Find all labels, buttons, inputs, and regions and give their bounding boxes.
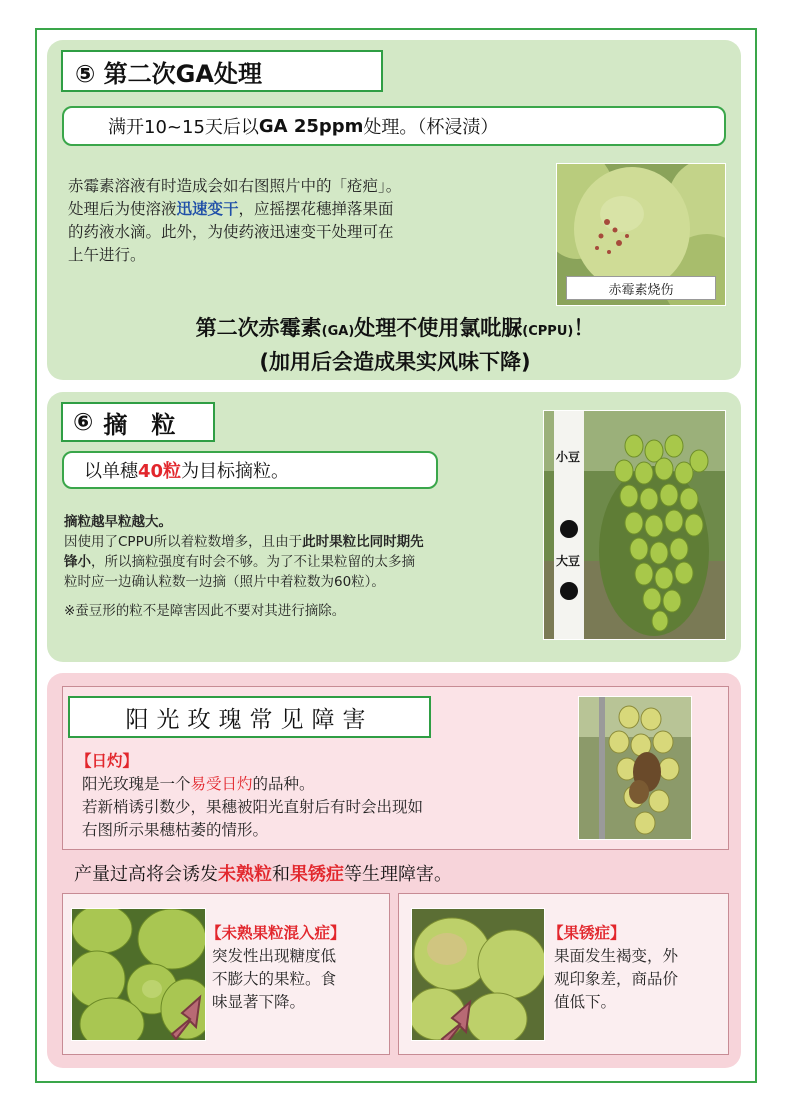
cppu-warning — [60, 313, 730, 377]
section-5-title — [61, 50, 383, 92]
section-6-instruction: 以单穗 40粒 为目标摘粒。 — [62, 451, 438, 489]
para-line-3: 的药液水滴。此外，为使药液迅速变干处理可在 — [68, 223, 394, 241]
section-6-body: 摘粒越早粒越大。 因使用了CPPU所以着粒数增多，且由于此时果粒比同时期先 锋小，所以摘粒强度有时会不够。为了不让果粒留的太多摘 粒时应一边确认粒数一边摘（照片中着粒数为60粒）。 ※蚕豆形的粒不是障害因此不要对其进行摘除。 — [64, 512, 534, 621]
para-line-2: 处理后为使溶液迅速变干，应摇摆花穗掸落果面 — [68, 200, 394, 218]
thinning-note: ※蚕豆形的粒不是障害因此不要对其进行摘除。 — [64, 603, 346, 619]
target-40-grains: 40粒 — [138, 461, 182, 482]
sunburn-heading: 【日灼】 — [76, 752, 139, 770]
instruction-pre: 满开10~15天后以 — [108, 117, 259, 138]
fruit-rust-text: 【果锈症】 果面发生褐变，外 观印象差，商品价 值低下。 — [554, 922, 726, 1014]
section-5-title-text: ⑤ 第二次GA处理 — [75, 59, 262, 88]
section-5-instruction — [62, 106, 726, 146]
cppu-warning-line-1: 第二次赤霉素(GA)处理不使用氯吡脲(CPPU)！ — [195, 316, 595, 340]
fruit-rust-heading: 【果锈症】 — [548, 924, 626, 942]
yield-warning: 产量过高将会诱发未熟粒和果锈症等生理障害。 — [74, 864, 452, 885]
small-bean-label: 小豆 — [555, 450, 580, 464]
section-6-title-text: 摘 粒 — [103, 410, 176, 439]
instruction-post: 处理。（杯浸渍） — [363, 117, 499, 138]
sunburn-photo — [578, 696, 692, 840]
immature-berry-photo — [71, 908, 206, 1041]
cppu-warning-line-2: (加用后会造成果实风味下降) — [259, 350, 531, 374]
big-bean-label: 大豆 — [555, 554, 580, 568]
photo-caption: 赤霉素烧伤 — [566, 276, 716, 300]
grape-cluster-photo — [543, 410, 726, 640]
section-5-paragraph — [68, 175, 548, 267]
immature-berry-text: 【未熟果粒混入症】 突发性出现糖度低 不膨大的果粒。食 味显著下降。 — [212, 922, 387, 1014]
disorders-title: 阳光玫瑰常见障害 — [68, 696, 431, 738]
immature-heading: 【未熟果粒混入症】 — [206, 924, 346, 942]
section-6-title — [61, 402, 215, 442]
sunburn-text: 【日灼】 阳光玫瑰是一个易受日灼的品种。 若新梢诱引数少，果穗被阳光直射后有时会出现如 右图所示果穗枯萎的情形。 — [82, 750, 572, 842]
section-6-title-number: ⑥ — [73, 408, 94, 436]
para-line-1: 赤霉素溶液有时造成会如右图照片中的「疮疤」。 — [68, 177, 402, 195]
instruction-dose: GA 25ppm — [258, 115, 364, 137]
fruit-rust-photo — [411, 908, 545, 1041]
para-line-4: 上午进行。 — [68, 246, 146, 264]
quick-dry-highlight: 迅速变干 — [176, 200, 239, 218]
thinning-bold-line: 摘粒越早粒越大。 — [64, 514, 172, 530]
